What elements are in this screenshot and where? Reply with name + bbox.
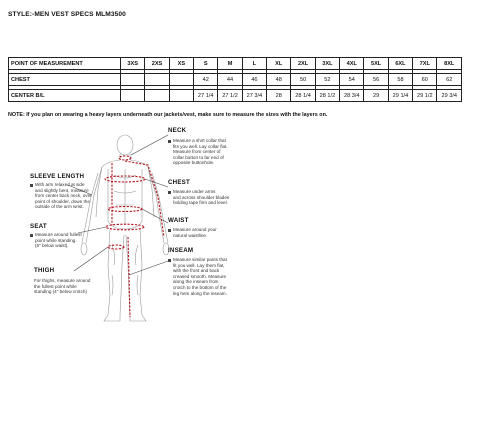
table-cell: 54 xyxy=(340,74,364,86)
table-cell: 50 xyxy=(291,74,315,86)
inseam-description-line: Measure similar pants that xyxy=(173,257,227,262)
size-spec-table xyxy=(8,57,462,102)
table-cell: 28 1/4 xyxy=(291,90,315,102)
neck-description-line: Measure a shirt collar that xyxy=(173,138,226,143)
header-size: XL xyxy=(267,58,291,70)
table-row xyxy=(9,90,462,102)
seat-label: SEAT xyxy=(30,223,47,230)
sleeve-length-description-line: from center back neck, over xyxy=(35,193,92,199)
seat-description-line: point while standing. xyxy=(35,237,77,243)
table-cell: 27 1/2 xyxy=(218,90,242,102)
header-size: L xyxy=(242,58,266,70)
table-row xyxy=(9,74,462,86)
table-cell: 28 1/2 xyxy=(315,90,339,102)
chest-description-line: and across shoulder blades xyxy=(173,194,230,200)
row-label-chest: CHEST xyxy=(9,74,121,86)
seat-description xyxy=(35,232,82,249)
thigh-label: THIGH xyxy=(34,267,55,274)
table-cell: 29 xyxy=(364,90,388,102)
inseam-description-line: with the front and back xyxy=(173,268,220,274)
table-cell xyxy=(169,90,193,102)
sleeve-length-label: SLEEVE LENGTH xyxy=(30,173,85,180)
table-cell: 29 3/4 xyxy=(437,90,462,102)
table-cell: 27 1/4 xyxy=(194,90,218,102)
inseam-description-line: crotch to the bottom of the xyxy=(173,284,227,290)
waist-description-line: natural waistline. xyxy=(173,232,208,238)
table-cell: 44 xyxy=(218,74,242,86)
header-size: 2XL xyxy=(291,58,315,70)
header-size: 3XS xyxy=(121,58,145,70)
thigh-description-line: For thighs, measure around xyxy=(34,278,91,283)
sleeve-length-description-line: outside of the arm wrist. xyxy=(35,204,84,210)
header-size: 7XL xyxy=(413,58,437,70)
header-size: 5XL xyxy=(364,58,388,70)
sleeve-length-description-line: point of shoulder, down the xyxy=(35,198,90,204)
waist-label: WAIST xyxy=(168,217,189,224)
header-size: 3XL xyxy=(315,58,339,70)
seat-bullet-icon xyxy=(30,234,33,237)
neck-bullet-icon xyxy=(168,140,171,143)
waist-description xyxy=(173,227,217,238)
inseam-description-line: leg hem along the inseam. xyxy=(173,290,227,296)
table-cell xyxy=(121,90,145,102)
table-cell: 48 xyxy=(267,74,291,86)
sleeve-length-description-line: With arm relaxed at side xyxy=(35,182,85,187)
table-cell xyxy=(169,74,193,86)
style-title: STYLE:-MEN VEST SPECS MLM3500 xyxy=(8,11,126,18)
sleeve-length-bullet-icon xyxy=(30,184,33,187)
chest-description-line: holding tape firm and level. xyxy=(173,200,228,206)
waist-bullet-icon xyxy=(168,229,171,232)
table-cell xyxy=(145,90,169,102)
table-cell: 29 1/4 xyxy=(388,90,412,102)
header-size: 6XL xyxy=(388,58,412,70)
header-size: M xyxy=(218,58,242,70)
neck-description-line: opposite buttonhole. xyxy=(173,160,215,166)
inseam-description-line: fit you well. Lay them flat, xyxy=(173,262,225,268)
table-cell: 56 xyxy=(364,74,388,86)
chest-label: CHEST xyxy=(168,179,190,186)
table-cell xyxy=(121,74,145,86)
table-cell xyxy=(145,74,169,86)
table-cell: 42 xyxy=(194,74,218,86)
table-cell: 46 xyxy=(242,74,266,86)
neck-description-line: collar button to far end of xyxy=(173,154,224,160)
table-cell: 52 xyxy=(315,74,339,86)
inseam-label: INSEAM xyxy=(168,247,194,254)
table-header-row xyxy=(9,58,462,70)
header-size: 4XL xyxy=(340,58,364,70)
row-label-center-back-length: CENTER B/L xyxy=(9,90,121,102)
chest-bullet-icon xyxy=(168,191,171,194)
waist-description-line: Measure around your xyxy=(173,227,217,232)
table-cell: 29 1/2 xyxy=(413,90,437,102)
header-size: XS xyxy=(169,58,193,70)
inseam-description xyxy=(173,257,227,296)
header-size: 2XS xyxy=(145,58,169,70)
table-cell: 58 xyxy=(388,74,412,86)
table-cell: 28 3/4 xyxy=(340,90,364,102)
table-cell: 28 xyxy=(267,90,291,102)
sleeve-length-description-line: and slightly bent, measure xyxy=(35,187,89,193)
table-cell: 62 xyxy=(437,74,462,86)
header-size: S xyxy=(194,58,218,70)
seat-description-line: Measure around fullest xyxy=(35,232,82,237)
inseam-description-line: creased smooth. Measure xyxy=(173,273,227,279)
thigh-description xyxy=(34,278,90,295)
header-size: 8XL xyxy=(437,58,462,70)
neck-description-line: Measure from center of xyxy=(173,149,221,155)
neck-label: NECK xyxy=(168,127,187,134)
thigh-description-line: standing (4" below crotch) xyxy=(34,289,87,295)
sleeve-length-description xyxy=(35,182,92,210)
inseam-description-line: along the inseam from xyxy=(173,279,219,285)
chest-description xyxy=(173,189,229,206)
thigh-description-line: the fullest point while xyxy=(34,283,77,289)
neck-description-line: fits you well. Lay collar flat. xyxy=(173,143,228,149)
measurement-diagram xyxy=(28,125,248,325)
table-cell: 60 xyxy=(413,74,437,86)
seat-description-line: (8" below waist). xyxy=(35,243,69,249)
chest-description-line: Measure under arms xyxy=(173,189,216,194)
inseam-bullet-icon xyxy=(168,259,171,262)
header-point-of-measurement: POINT OF MEASUREMENT xyxy=(9,58,121,70)
layering-note: NOTE: If you plan on wearing a heavy layers underneath our jackets/vest, make sure to measure the sizes with the layers on. xyxy=(8,112,328,118)
table-cell: 27 3/4 xyxy=(242,90,266,102)
neck-description xyxy=(173,138,228,166)
